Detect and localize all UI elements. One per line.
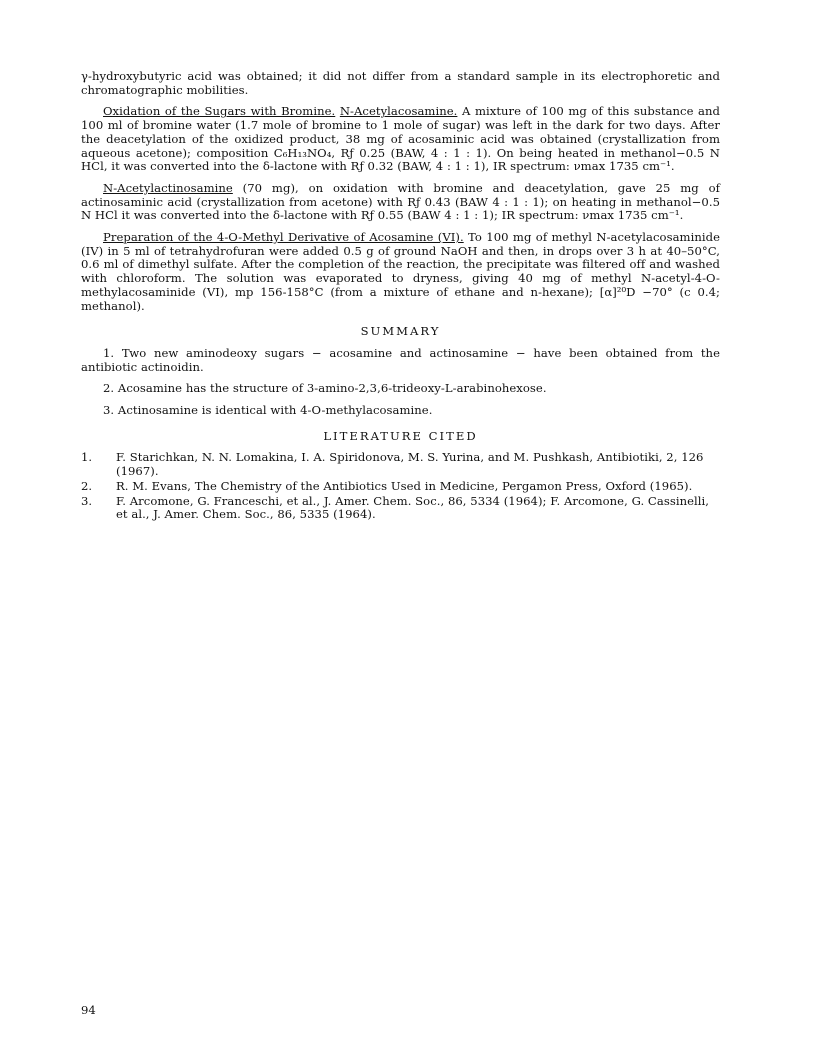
summary-item: 1. Two new aminodeoxy sugars − acosamine and actinosamine − have been obtained from the antibiotic actinoidin.	[81, 345, 720, 374]
reference-item	[81, 451, 720, 478]
reference-number: 2.	[81, 478, 93, 493]
reference-item	[81, 480, 720, 494]
subsection-title-acetylactinosamine: N-Acetylactinosamine	[103, 180, 233, 195]
summary-item: 3. Actinosamine is identical with 4-O-methylacosamine.	[103, 403, 433, 418]
page-content	[81, 70, 720, 523]
reference-item	[81, 495, 720, 522]
paragraph-text: A mixture of 100 mg of this substance and 100 ml of bromine water (1.7 mole of bromine to 1 mole of sugar) was left in the dark for two days. After the deacetylation of the oxidized product, 38 mg of acosaminic acid was obtained (crystallization from aqueous acetone); composition C₆H₁₃NO₄, Rƒ 0.25 (BAW, 4 : 1 : 1). On being heated in methanol−0.5 N HCl, it was converted into the δ-lactone with Rƒ 0.32 (BAW, 4 : 1 : 1), IR spectrum: νmax 1735 cm⁻¹.	[81, 104, 721, 174]
page-number: 94	[81, 1003, 96, 1017]
subsection-title-acetylacosamine: N-Acetylacosamine.	[339, 104, 458, 119]
reference-list	[81, 451, 720, 522]
paragraph-text: To 100 mg of methyl N-acetylacosaminide (IV) in 5 ml of tetrahydrofuran were added 0.5 g of ground NaOH and then, in drops over 3 h at 40–50°C, 0.6 ml of dimethyl sulfate. After the completion of the reaction, the precipitate was filtered off and washed with chloroform. The solution was evaporated to dryness, giving 40 mg of methyl N-acetyl-4-O-methylacosaminide (VI), mp 156-158°C (from a mixture of ethane and n-hexane); [α]²⁰D −70° (c 0.4; methanol).	[81, 230, 720, 313]
section-title-preparation: Preparation of the 4-O-Methyl Derivative of Acosamine (VI).	[103, 230, 464, 245]
reference-text: F. Arcomone, G. Franceschi, et al., J. Amer. Chem. Soc., 86, 5334 (1964); F. Arcomone, G. Cassinelli, et al., J. Amer. Chem. Soc., 86, 5335 (1964).	[116, 493, 710, 522]
reference-number: 3.	[81, 493, 93, 508]
paragraph-acetylactinosamine	[81, 182, 720, 223]
paragraph-text: (70 mg), on oxidation with bromine and deacetylation, gave 25 mg of actinosaminic acid (crystallization from acetone) with Rƒ 0.43 (BAW 4 : 1 : 1); on heating in methanol−0.5 N HCl it was converted into the δ-lactone with Rƒ 0.55 (BAW 4 : 1 : 1); IR spectrum: νmax 1735 cm⁻¹.	[81, 180, 720, 223]
summary-item: 2. Acosamine has the structure of 3-amino-2,3,6-trideoxy-L-arabinohexose.	[103, 381, 547, 396]
reference-text: R. M. Evans, The Chemistry of the Antibiotics Used in Medicine, Pergamon Press, Oxford (1965).	[116, 478, 693, 493]
paragraph-continuation: γ-hydroxybutyric acid was obtained; it did not differ from a standard sample in its electrophoretic and chromatographic mobilities.	[81, 69, 720, 97]
section-title-oxidation: Oxidation of the Sugars with Bromine.	[103, 104, 336, 119]
reference-text: F. Starichkan, N. N. Lomakina, I. A. Spiridonova, M. S. Yurina, and M. Pushkash, Antibiotiki, 2, 126 (1967).	[116, 450, 704, 479]
literature-heading: LITERATURE CITED	[323, 428, 478, 443]
paragraph-bromine-oxidation	[81, 105, 720, 174]
reference-number: 1.	[81, 450, 93, 465]
summary-heading: SUMMARY	[360, 324, 441, 339]
paragraph-methyl-derivative	[81, 231, 720, 313]
